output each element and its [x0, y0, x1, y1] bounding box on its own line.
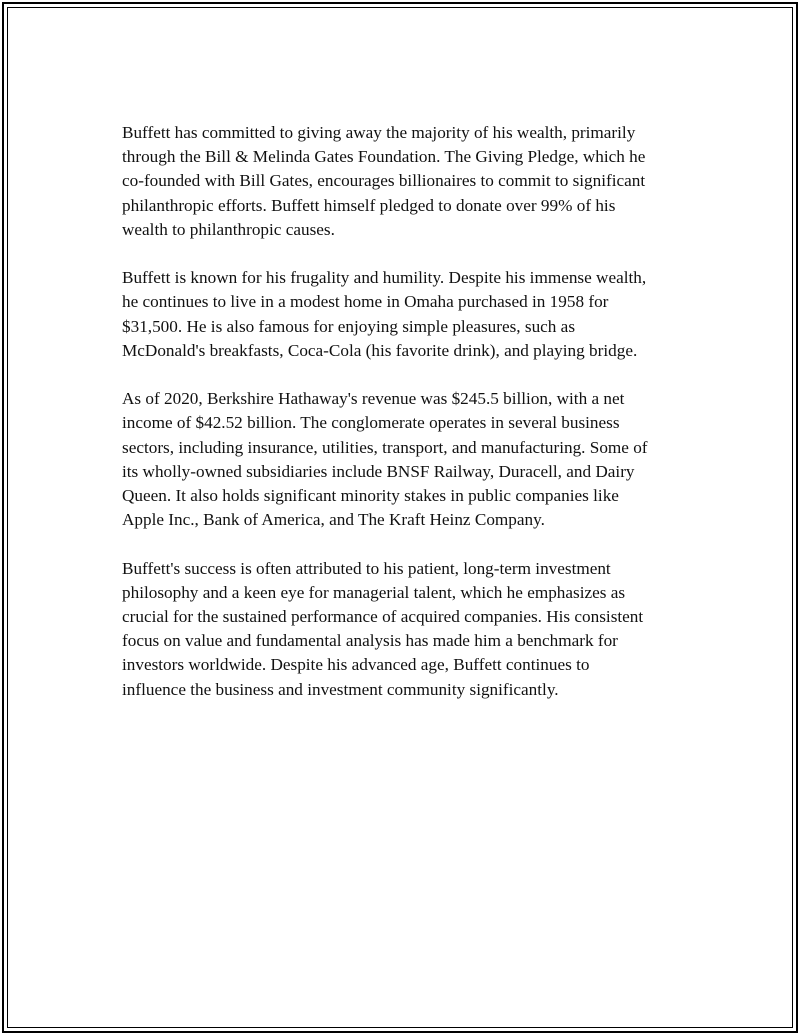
paragraph-investment-philosophy: Buffett's success is often attributed to his patient, long-term investment philosophy and a keen eye for managerial talent, which he emphasizes as crucial for the sustained performance of acquired companies. His consistent focus on value and fundamental analysis has made him a benchmark for investors worldwide. Despite his advanced age, Buffett continues to influence the business and investment community significantly.	[122, 558, 644, 699]
paragraph-philanthropy: Buffett has committed to giving away the majority of his wealth, primarily through the Bill & Melinda Gates Foundation. The Giving Pledge, which he co-founded with Bill Gates, encourages billionaires to commit to significant philanthropic efforts. Buffett himself pledged to donate over 99% of his wealth to philanthropic causes.	[122, 123, 646, 239]
paragraph-frugality: Buffett is known for his frugality and humility. Despite his immense wealth, he continues to live in a modest home in Omaha purchased in 1958 for $31,500. He is also famous for enjoying simple pleasures, such as McDonald's breakfasts, Coca-Cola (his favorite drink), and playing bridge.	[122, 268, 647, 360]
paragraph-berkshire-financials: As of 2020, Berkshire Hathaway's revenue was $245.5 billion, with a net income of $42.52 billion. The conglomerate operates in several business sectors, including insurance, utilities, transport, and manufacturing. Some of its wholly-owned subsidiaries include BNSF Railway, Duracell, and Dairy Queen. It also holds significant minority stakes in public companies like Apple Inc., Bank of America, and The Kraft Heinz Company.	[122, 389, 648, 530]
document-body	[122, 121, 702, 726]
page-border	[2, 2, 798, 1033]
